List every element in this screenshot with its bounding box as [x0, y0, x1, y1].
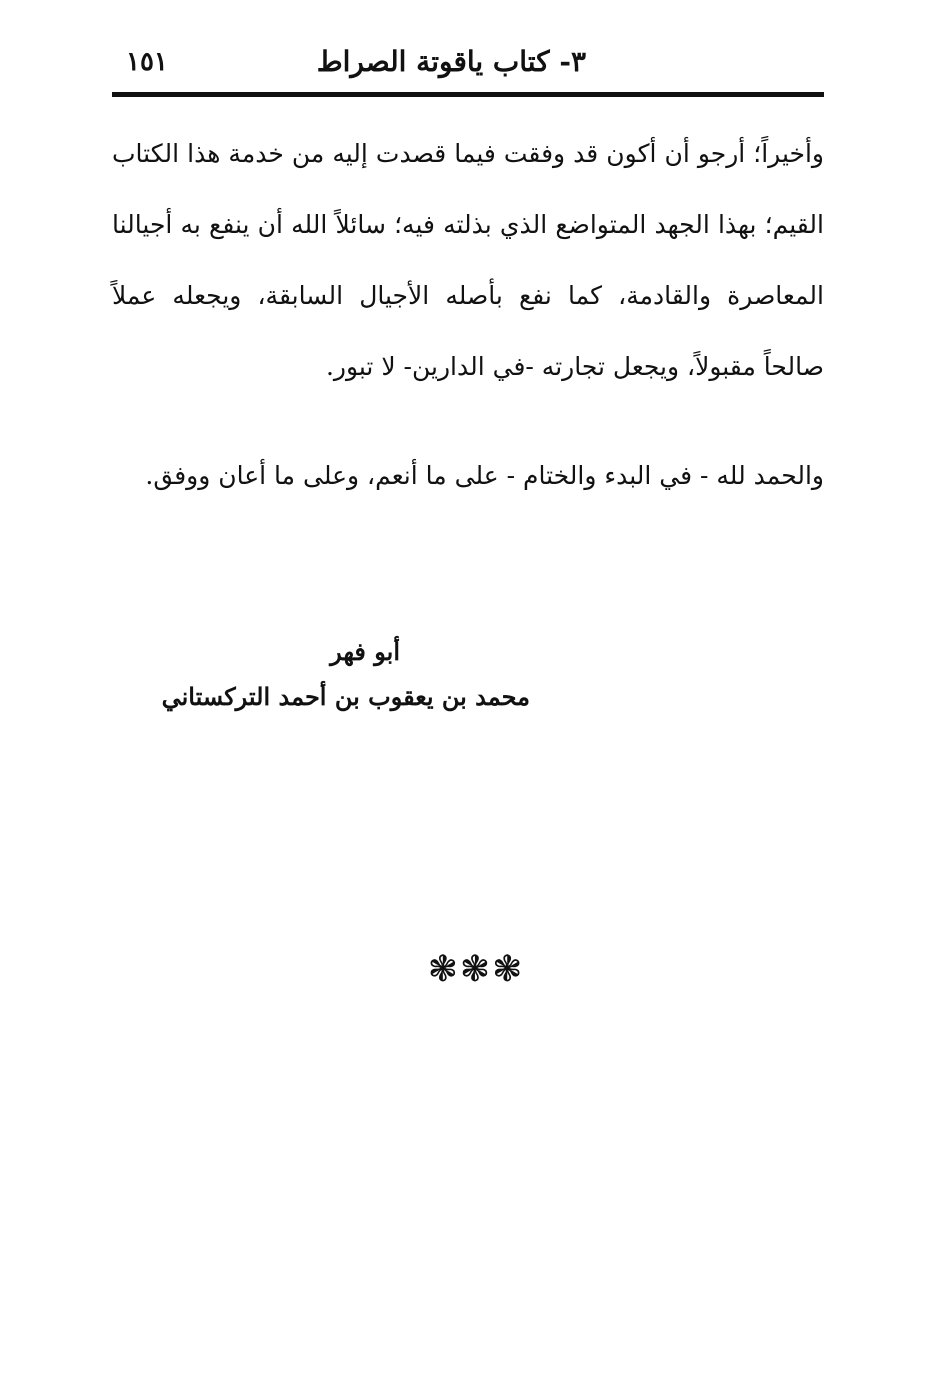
author-kunya: أبو فهر: [330, 637, 400, 666]
header-rule: [112, 92, 824, 97]
author-full-name: محمد بن يعقوب بن أحمد التركستاني: [161, 682, 530, 711]
closing-paragraph: وأخيراً؛ أرجو أن أكون قد وفقت فيما قصدت إليه من خدمة هذا الكتاب القيم؛ بهذا الجهد المتواضع الذي بذلته فيه؛ سائلاً الله أن ينفع به أجيالنا المعاصرة والقادمة، كما نفع بأصله الأجيال السابقة، ويجعله عملاً صالحاً مقبولاً، ويجعل تجارته -في الدارين- لا تبور.: [112, 139, 824, 381]
section-end-marks: ❃❃❃: [427, 949, 525, 990]
praise-paragraph: والحمد لله - في البدء والختام - على ما أنعم، وعلى ما أعان ووفق.: [145, 461, 824, 490]
page-number: ١٥١: [126, 47, 168, 77]
body-text: [112, 118, 824, 511]
page-header: [112, 40, 824, 84]
author-signature: [150, 630, 550, 720]
running-title: ٣- كتاب ياقوتة الصراط: [316, 45, 586, 78]
